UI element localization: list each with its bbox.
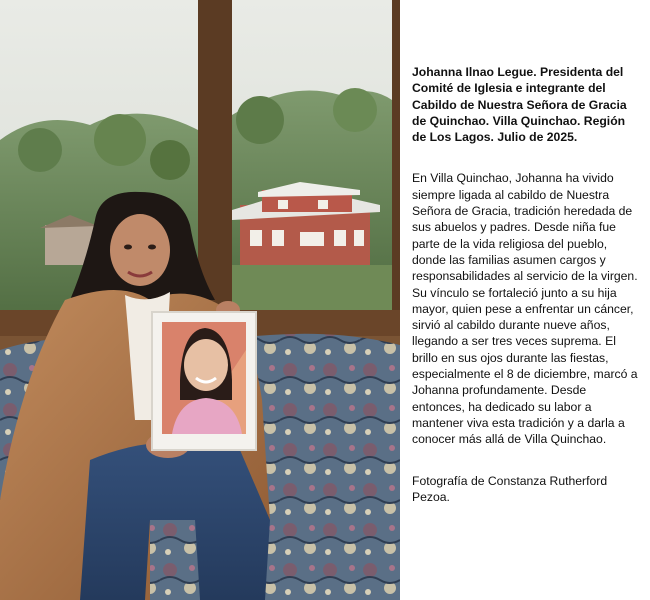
caption-title: Johanna Ilnao Legue. Presidenta del Comité de Iglesia e integrante del Cabildo de Nuestra Señora de Gracia de Quinchao. Villa Quinchao. Región de Los Lagos. Julio de 2025. <box>412 65 627 145</box>
caption-panel <box>412 64 640 505</box>
photo-credit: Fotografía de Constanza Rutherford Pezoa. <box>412 473 608 504</box>
caption-body: En Villa Quinchao, Johanna ha vivido siempre ligada al cabildo de Nuestra Señora de Gracia, tradición heredada de sus abuelos y padres. Desde niña fue parte de la vida religiosa del pueblo, donde las familias asumen cargos y responsabilidades al servicio de la virgen. Su vínculo se fortaleció junto a su hija mayor, quien pese a enfrentar un cáncer, sirvió al cabildo durante nueve años, llegando a ser tres veces suprema. El brillo en sus ojos durante las fiestas, especialmente el 8 de diciembre, marcó a Johanna profundamente. Desde entonces, ha dedicado su labor a mantener viva esta tradición y a darla a conocer más allá de Villa Quinchao. <box>412 171 638 447</box>
framed-photo <box>152 312 256 450</box>
